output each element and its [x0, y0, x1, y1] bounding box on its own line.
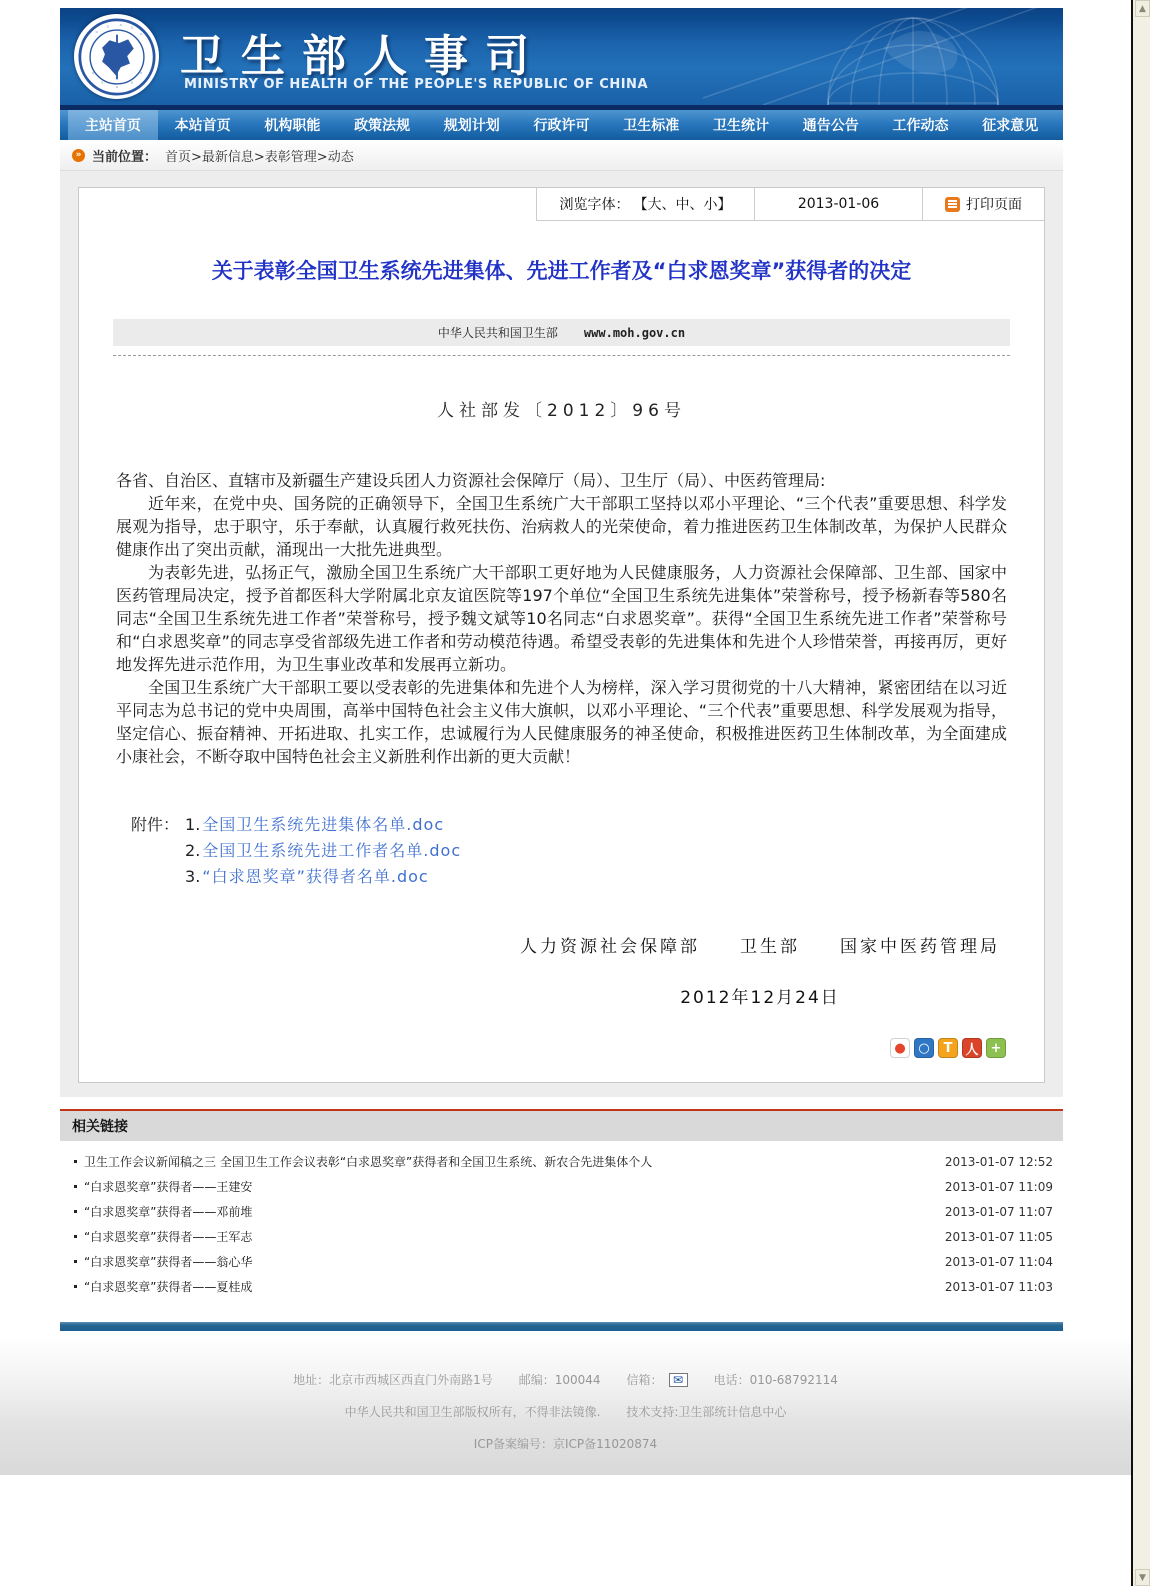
bullet-icon	[74, 1260, 77, 1263]
nav-item[interactable]	[247, 110, 337, 140]
nav-item[interactable]	[158, 110, 248, 140]
nav-item-label: 卫生统计	[713, 118, 769, 134]
nav-item[interactable]	[876, 110, 966, 140]
signature-departments: 人力资源社会保障部 卫生部 国家中医药管理局	[520, 937, 1000, 957]
nav-item-label: 规划计划	[443, 118, 500, 134]
font-size-options[interactable]: 【大、中、小】	[633, 197, 732, 213]
svg-text:◦: ◦	[114, 83, 119, 91]
attachment-list	[185, 812, 461, 890]
breadcrumb-arrow-icon: »	[72, 149, 85, 162]
nav-item[interactable]	[606, 110, 696, 140]
nav-item[interactable]	[337, 110, 427, 140]
footer-icp-line	[0, 1435, 1131, 1452]
nav-item[interactable]	[427, 110, 517, 140]
nav-item-label: 行政许可	[533, 118, 590, 134]
related-link-title: “白求恩奖章”获得者——翁心华	[84, 1255, 253, 1269]
font-size-label: 浏览字体：	[559, 197, 630, 213]
svg-text:◦: ◦	[99, 78, 104, 87]
related-link-time: 2013-01-07 12:52	[944, 1154, 1053, 1169]
attachment-link[interactable]: 全国卫生系统先进工作者名单.doc	[202, 841, 462, 860]
scrollbar-up-button[interactable]: ▲	[1135, 0, 1150, 17]
attachment-number: 1.	[185, 815, 201, 834]
related-link-item[interactable]	[60, 1274, 1063, 1299]
attachment-link[interactable]: “白求恩奖章”获得者名单.doc	[202, 867, 429, 886]
attachment-link[interactable]: 全国卫生系统先进集体名单.doc	[202, 815, 445, 834]
print-page-label: 打印页面	[966, 197, 1022, 213]
content-area	[60, 171, 1063, 1097]
document-number: 人社部发〔2012〕96号	[437, 401, 686, 421]
article-paragraphs	[116, 492, 1007, 768]
page-wrapper	[60, 0, 1063, 1331]
site-subtitle: MINISTRY OF HEALTH OF THE PEOPLE'S REPUBLIC OF CHINA	[184, 77, 649, 92]
share-buttons	[117, 1038, 1006, 1058]
printer-icon	[945, 197, 960, 212]
article-paragraph: 全国卫生系统广大干部职工要以受表彰的先进集体和先进个人为榜样，深入学习贯彻党的十八大精神，紧密团结在以习近平同志为总书记的党中央周围，高举中国特色社会主义伟大旗帜，以邓小平理论、“三个代表”重要思想、科学发展观为指导，坚定信心、振奋精神、开拓进取、扎实工作，忠诚履行为人民健康服务的神圣使命，积极推进医药卫生体制改革，为全面建成小康社会，不断夺取中国特色社会主义新胜利作出新的更大贡献！	[116, 678, 1007, 766]
article-paragraph: 为表彰先进，弘扬正气，激励全国卫生系统广大干部职工更好地为人民健康服务，人力资源社会保障部、卫生部、国家中医药管理局决定，授予首都医科大学附属北京友谊医院等197个单位“全国卫生系统先进集体”荣誉称号，授予杨新春等580名同志“全国卫生系统先进工作者”荣誉称号，授予魏文斌等10名同志“白求恩奖章”。获得“全国卫生系统先进工作者”荣誉称号和“白求恩奖章”的同志享受省部级先进工作者和劳动模范待遇。希望受表彰的先进集体和先进个人珍惜荣誉，再接再厉，更好地发挥先进示范作用，为卫生事业改革和发展再立新功。	[116, 563, 1007, 674]
footer-icp: ICP备案编号：京ICP备11020874	[473, 1437, 658, 1451]
related-link-item[interactable]	[60, 1174, 1063, 1199]
bullet-icon	[74, 1160, 77, 1163]
attachment-item	[185, 812, 461, 838]
bullet-icon	[74, 1285, 77, 1288]
site-banner	[60, 8, 1063, 105]
main-nav	[60, 110, 1063, 140]
nav-item-label: 工作动态	[892, 118, 949, 134]
nav-item[interactable]	[696, 110, 786, 140]
bottom-blue-bar	[60, 1322, 1063, 1331]
svg-text:◦: ◦	[129, 23, 134, 32]
bullet-icon	[74, 1210, 77, 1213]
related-link-title: “白求恩奖章”获得者——邓前堆	[84, 1205, 253, 1219]
breadcrumb-label: 当前位置：	[92, 149, 158, 165]
footer-address: 地址：北京市西城区西直门外南路1号	[293, 1373, 493, 1387]
nav-item-label: 征求意见	[982, 118, 1039, 134]
site-footer	[0, 1335, 1131, 1475]
footer-phone: 电话：010-68792114	[713, 1373, 838, 1387]
share-icon[interactable]: +	[986, 1038, 1006, 1058]
moh-emblem-icon	[78, 18, 156, 96]
svg-text:◦: ◦	[118, 20, 123, 29]
svg-text:◦: ◦	[105, 22, 110, 31]
share-icon[interactable]: ●	[890, 1038, 910, 1058]
nav-item[interactable]	[786, 110, 876, 140]
bullet-icon	[74, 1185, 77, 1188]
signature-block	[79, 932, 1044, 1008]
scrollbar-down-button[interactable]: ▼	[1135, 1569, 1150, 1586]
related-link-time: 2013-01-07 11:05	[944, 1229, 1053, 1244]
publish-date: 2013-01-06	[754, 188, 922, 221]
article-body	[116, 469, 1007, 768]
related-link-time: 2013-01-07 11:09	[944, 1179, 1053, 1194]
related-link-title: “白求恩奖章”获得者——王军志	[84, 1230, 253, 1244]
related-link-title: 卫生工作会议新闻稿之三 全国卫生工作会议表彰“白求恩奖章”获得者和全国卫生系统、新农合先进集体个人	[84, 1155, 653, 1169]
related-link-time: 2013-01-07 11:04	[944, 1254, 1053, 1269]
nav-item[interactable]	[68, 110, 158, 140]
nav-item-label: 本站首页	[174, 118, 231, 134]
svg-text:◦: ◦	[94, 28, 99, 37]
dashed-divider	[113, 355, 1010, 356]
footer-copyright: 中华人民共和国卫生部版权所有，不得非法镜像.	[344, 1405, 601, 1419]
article-source: 中华人民共和国卫生部	[437, 326, 558, 340]
footer-zip: 邮编：100044	[518, 1373, 601, 1387]
attachment-item	[185, 864, 461, 890]
share-icon[interactable]: 人	[962, 1038, 982, 1058]
related-link-time: 2013-01-07 11:07	[944, 1204, 1053, 1219]
nav-item-label: 通告公告	[802, 118, 859, 134]
article-paragraph: 近年来，在党中央、国务院的正确领导下，全国卫生系统广大干部职工坚持以邓小平理论、“三个代表”重要思想、科学发展观为指导，忠于职守，乐于奉献，认真履行救死扶伤、治病救人的光荣使命，着力推进医药卫生体制改革，为保护人民群众健康作出了突出贡献，涌现出一大批先进典型。	[116, 494, 1007, 559]
font-size-control	[536, 188, 754, 221]
article-toolbar	[79, 188, 1044, 221]
related-link-item[interactable]	[60, 1249, 1063, 1274]
footer-contact-line	[0, 1371, 1131, 1388]
nav-item-label: 卫生标准	[623, 118, 680, 134]
article-source-bar	[113, 319, 1010, 346]
nav-item[interactable]	[517, 110, 607, 140]
article-title: 关于表彰全国卫生系统先进集体、先进工作者及“白求恩奖章”获得者的决定	[211, 259, 912, 283]
article-salutation: 各省、自治区、直辖市及新疆生产建设兵团人力资源社会保障厅（局）、卫生厅（局）、中医药管理局:	[116, 471, 826, 490]
document-box	[78, 187, 1045, 1083]
nav-item-label: 机构职能	[264, 118, 321, 134]
related-link-title: “白求恩奖章”获得者——王建安	[84, 1180, 253, 1194]
breadcrumb	[60, 140, 1063, 171]
print-page-button[interactable]	[922, 188, 1044, 221]
related-link-time: 2013-01-07 11:03	[944, 1279, 1053, 1294]
footer-copyright-line	[0, 1403, 1131, 1420]
footer-support: 技术支持:卫生部统计信息中心	[626, 1405, 787, 1419]
browser-scrollbar[interactable]	[1131, 0, 1150, 1586]
bullet-icon	[74, 1235, 77, 1238]
attachments	[131, 812, 1007, 890]
related-link-item[interactable]	[60, 1199, 1063, 1224]
share-icon[interactable]: ○	[914, 1038, 934, 1058]
breadcrumb-path[interactable]: 首页>最新信息>表彰管理>动态	[165, 149, 354, 165]
attachment-item	[185, 838, 461, 864]
attachment-number: 2.	[185, 841, 201, 860]
globe-decoration	[583, 8, 1063, 105]
svg-text:◦: ◦	[138, 30, 143, 39]
related-links-header: 相关链接	[60, 1111, 1063, 1141]
attachments-label: 附件：	[131, 815, 180, 834]
email-icon[interactable]: ✉	[669, 1373, 688, 1387]
related-link-title: “白求恩奖章”获得者——夏桂成	[84, 1280, 253, 1294]
nav-item-label: 主站首页	[84, 118, 141, 134]
related-links-section	[60, 1109, 1063, 1319]
footer-mail-label: 信箱：	[626, 1373, 663, 1387]
related-link-item[interactable]	[60, 1149, 1063, 1174]
site-title: 卫生部人事司	[180, 31, 546, 82]
svg-text:◦: ◦	[90, 69, 95, 78]
share-icon[interactable]: T	[938, 1038, 958, 1058]
svg-text:◦: ◦	[138, 69, 143, 78]
nav-item[interactable]	[965, 110, 1055, 140]
attachment-number: 3.	[185, 867, 201, 886]
moh-logo	[74, 14, 159, 99]
svg-text:◦: ◦	[129, 78, 134, 87]
related-links-list	[60, 1141, 1063, 1319]
nav-item-label: 政策法规	[354, 118, 411, 134]
signature-date: 2012年12月24日	[680, 988, 840, 1008]
article-source-url[interactable]: www.moh.gov.cn	[583, 325, 686, 340]
related-link-item[interactable]	[60, 1224, 1063, 1249]
